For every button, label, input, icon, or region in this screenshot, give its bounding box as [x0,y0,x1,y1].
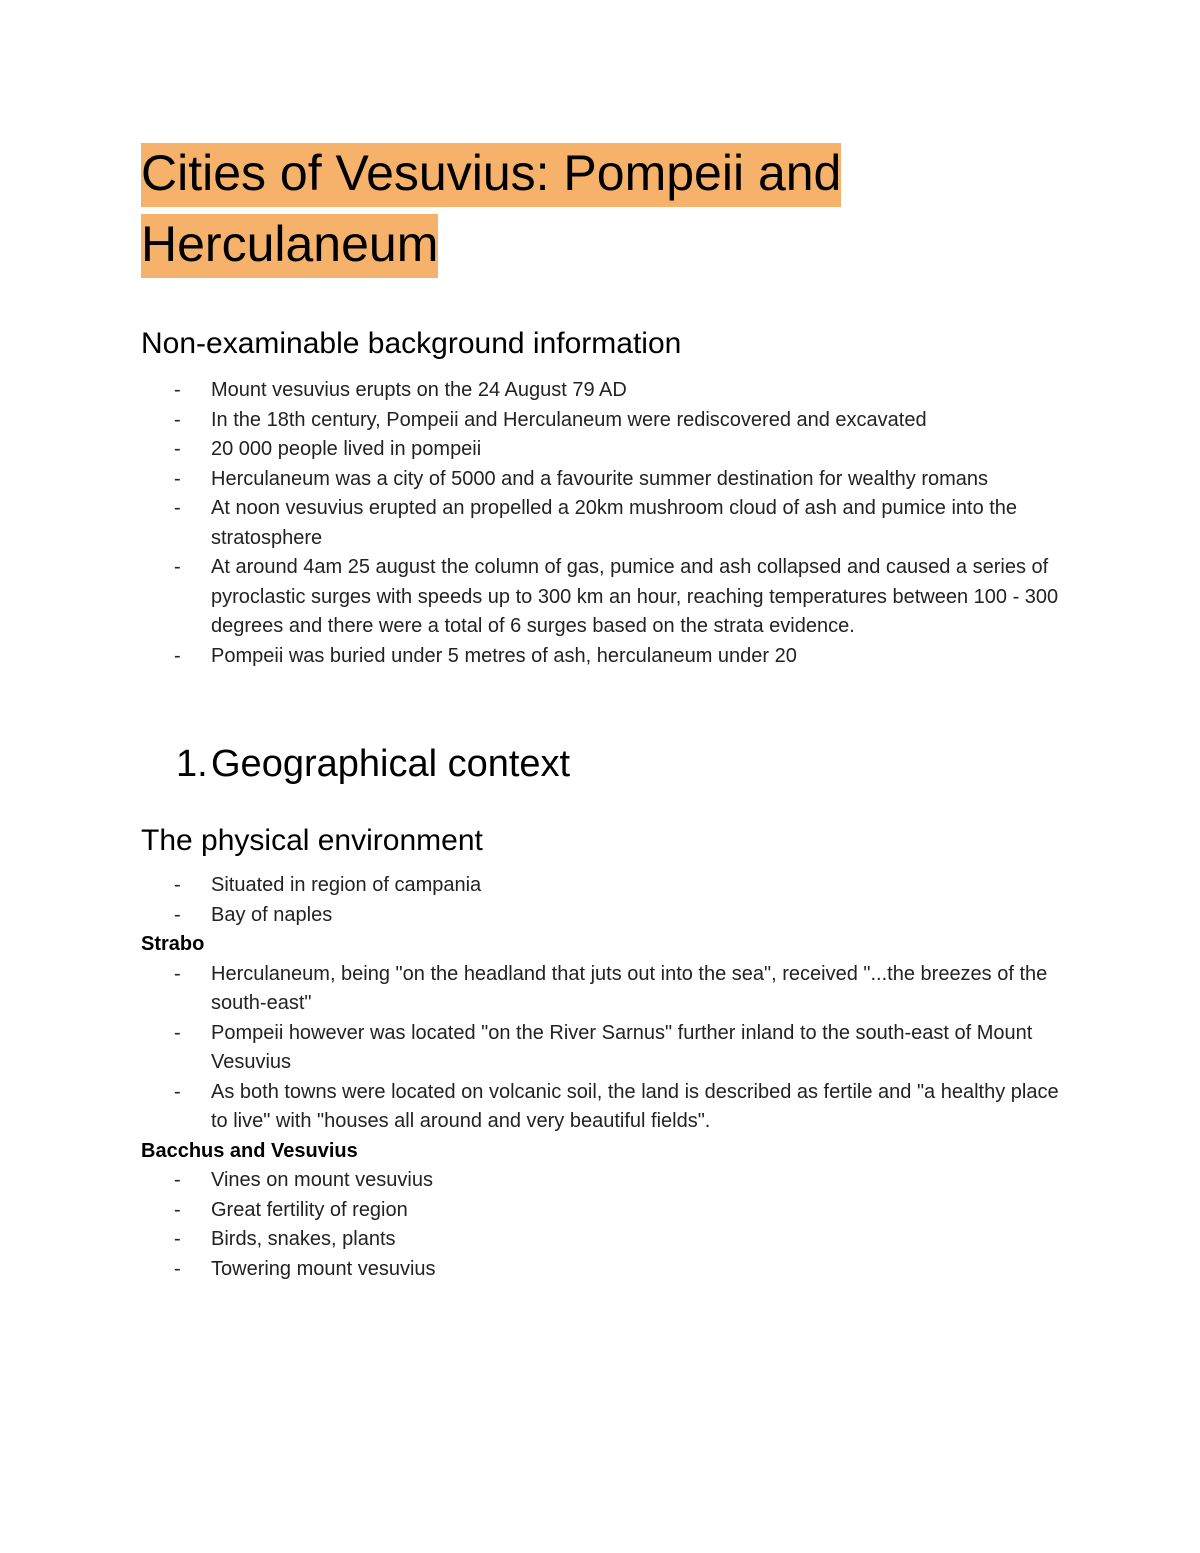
bacchus-list [141,1166,1061,1284]
list-item-text: Towering mount vesuvius [211,1257,436,1280]
list-item-text: At noon vesuvius erupted an propelled a 20km mushroom cloud of ash and pumice into the stratosphere [211,497,1018,549]
list-item-text: Birds, snakes, plants [211,1228,396,1250]
bullet-dash: - [174,1228,181,1250]
list-item [141,1166,1061,1196]
list-item [141,406,1061,436]
list-item [141,1255,1061,1285]
title-line-1: Cities of Vesuvius: Pompeii and [141,143,841,207]
list-item [141,1196,1061,1226]
list-item-text: In the 18th century, Pompeii and Herculaneum were rediscovered and excavated [211,408,927,431]
bullet-dash: - [174,408,181,431]
list-item [141,1019,1061,1078]
list-item [141,901,1061,931]
bullet-dash: - [174,1021,181,1044]
bullet-dash: - [174,644,181,667]
bullet-dash: - [174,556,181,578]
bullet-dash: - [174,497,181,519]
physical-environment-list [141,871,1061,930]
list-item [141,1225,1061,1255]
list-item-text: At around 4am 25 august the column of gas, pumice and ash collapsed and caused a series of pyroclastic surges with speeds up to 300 km an hour, reaching temperatures between 100 - 300 degrees and there were a total of 6 surges based on the strata evidence. [211,556,1059,637]
list-item-text: As both towns were located on volcanic soil, the land is described as fertile and "a healthy place to live" with "houses all around and very beautiful fields". [211,1080,1059,1132]
list-item-text: Great fertility of region [211,1198,408,1221]
document-page [141,138,1061,1284]
list-item-text: Bay of naples [211,903,333,926]
physical-environment-heading: The physical environment [141,824,483,857]
list-item [141,642,1061,672]
bullet-dash: - [174,874,181,896]
bacchus-label: Bacchus and Vesuvius [141,1139,358,1162]
strabo-list [141,960,1061,1137]
list-item [141,435,1061,465]
section-number: 1. [176,743,208,785]
list-item [141,1078,1061,1137]
list-item-text: Situated in region of campania [211,874,482,896]
list-item-text: Vines on mount vesuvius [211,1169,433,1191]
list-item [141,376,1061,406]
bullet-dash: - [174,1080,181,1103]
bullet-dash: - [174,379,181,401]
list-item-text: Mount vesuvius erupts on the 24 August 79 AD [211,379,627,401]
list-item-text: Herculaneum was a city of 5000 and a favourite summer destination for wealthy romans [211,467,989,490]
document-title [141,138,1061,280]
section-title: Geographical context [211,743,571,785]
bullet-dash: - [174,438,181,460]
bullet-dash: - [174,1257,181,1280]
list-item-text: Pompeii however was located "on the River Sarnus" further inland to the south-east of Mount Vesuvius [211,1021,1033,1073]
list-item [141,960,1061,1019]
background-heading: Non-examinable background information [141,327,682,360]
list-item [141,465,1061,495]
bullet-dash: - [174,962,181,985]
title-line-2: Herculaneum [141,214,438,278]
list-item-text: 20 000 people lived in pompeii [211,438,482,460]
list-item [141,553,1061,642]
geographical-context-heading [141,739,1061,789]
bullet-dash: - [174,1198,181,1221]
list-item-text: Herculaneum, being "on the headland that juts out into the sea", received "...the breezes of the south-east" [211,962,1048,1014]
bullet-dash: - [174,467,181,490]
background-list [141,376,1061,671]
list-item-text: Pompeii was buried under 5 metres of ash, herculaneum under 20 [211,644,797,667]
list-item [141,494,1061,553]
bullet-dash: - [174,903,181,926]
bullet-dash: - [174,1169,181,1191]
strabo-label: Strabo [141,933,205,955]
list-item [141,871,1061,901]
